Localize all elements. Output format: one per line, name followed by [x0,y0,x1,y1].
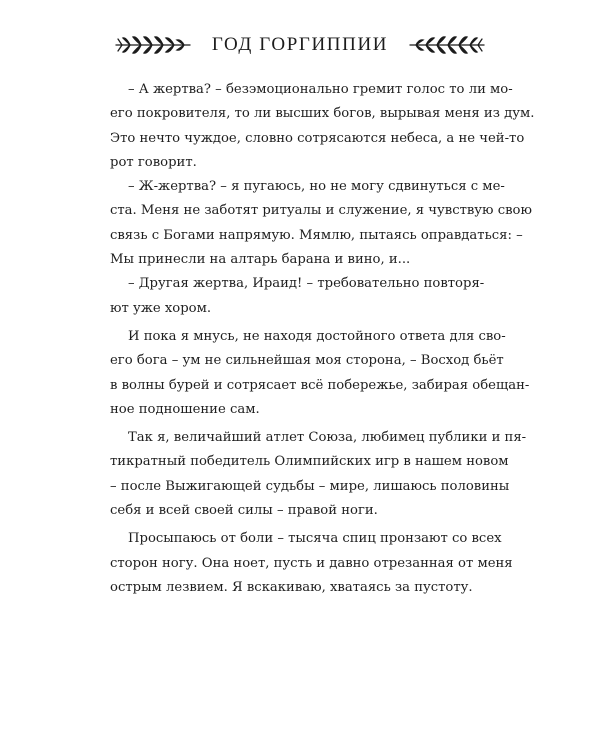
paragraph [110,175,532,272]
text-line: ное подношение сам. [110,401,260,417]
paragraph [110,78,535,175]
text-line: – Другая жертва, Ираид! – требовательно повторя- [128,276,485,292]
body-text [110,78,535,600]
paragraph [110,325,530,422]
text-line: Мы принесли на алтарь барана и вино, и... [110,252,411,268]
text-line: – после Выжигающей судьбы – мире, лишаюсь половины [110,478,510,494]
text-line: себя и всей своей силы – правой ноги. [110,503,378,519]
text-line: Просыпаюсь от боли – тысяча спиц пронзают со всех [128,531,502,547]
running-header [0,30,600,60]
text-line: острым лезвием. Я вскакиваю, хватаясь за пустоту. [110,579,473,595]
text-line: Это нечто чуждое, словно сотрясаются небеса, а не чей-то [110,130,525,146]
text-line: связь с Богами напрямую. Мямлю, пытаясь оправдаться: – [110,227,523,243]
text-line: И пока я мнусь, не находя достойного ответа для сво- [128,328,506,344]
text-line: ста. Меня не заботят ритуалы и служение, я чувствую свою [110,203,532,219]
paragraph [110,426,527,523]
text-line: в волны бурей и сотрясает всё побережье, забирая обещан- [110,377,530,393]
laurel-branch-icon [114,34,192,56]
text-line: его бога – ум не сильнейшая моя сторона, – Восход бьёт [110,353,504,369]
paragraph [110,527,513,600]
laurel-branch-icon [408,34,486,56]
running-title: ГОД ГОРГИППИИ [211,34,389,55]
text-line: – А жертва? – безэмоционально гремит голос то ли мо- [128,82,513,97]
text-line: Так я, величайший атлет Союза, любимец публики и пя- [128,430,527,446]
text-line: – Ж-жертва? – я пугаюсь, но не могу сдвинуться с ме- [128,179,505,195]
text-line: ют уже хором. [110,300,212,316]
text-line: его покровителя, то ли высших богов, вырывая меня из дум. [110,106,535,122]
text-line: тикратный победитель Олимпийских игр в нашем новом [110,454,509,470]
paragraph [110,272,485,321]
text-line: рот говорит. [110,154,197,170]
text-line: сторон ногу. Она ноет, пусть и давно отрезанная от меня [110,555,513,571]
